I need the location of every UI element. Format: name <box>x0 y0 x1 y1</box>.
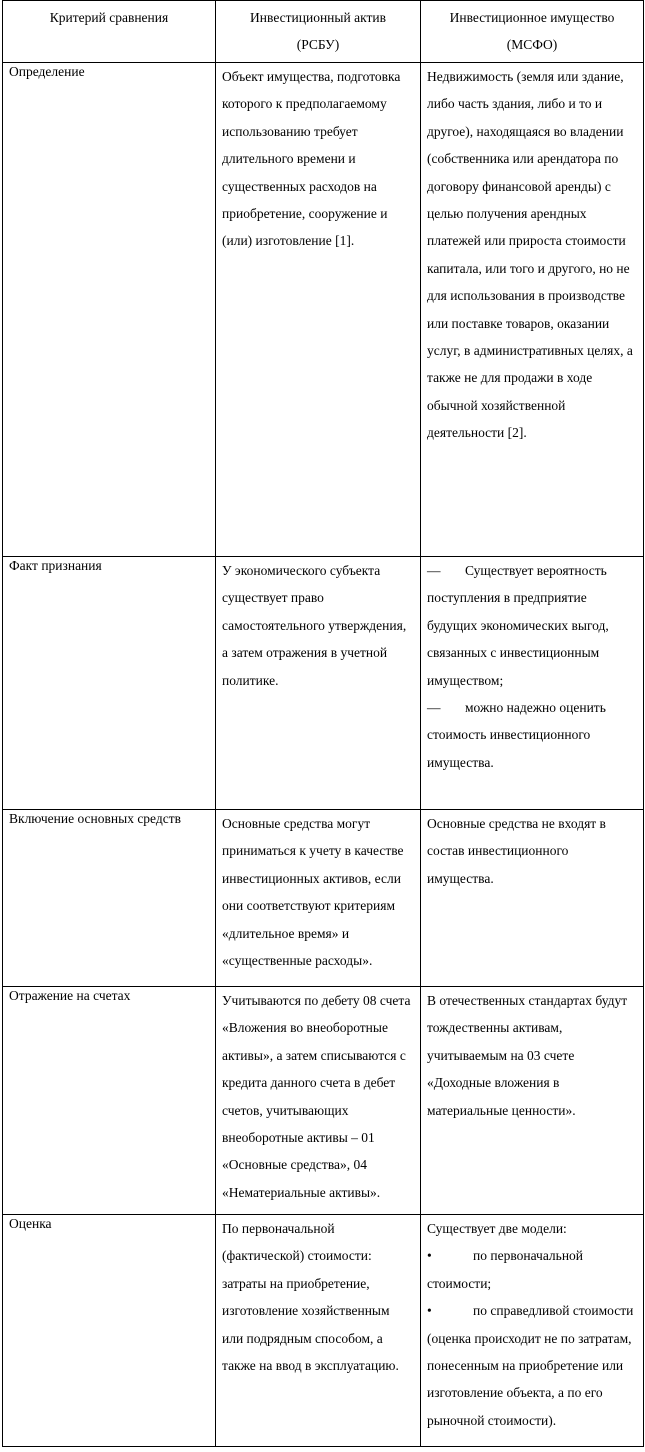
table-row-recognition <box>3 557 644 810</box>
criterion-cell: Факт признания <box>3 557 216 810</box>
comparison-table <box>2 0 644 1447</box>
msfo-list-item <box>427 1297 637 1434</box>
header-rsbu-title: Инвестиционный актив <box>250 10 386 25</box>
criterion-cell: Оценка <box>3 1215 216 1447</box>
bullet-marker: • <box>427 1303 432 1319</box>
dash-marker: — <box>427 700 441 716</box>
msfo-cell: Недвижимость (земля или здание, либо часть здания, либо и то и другое), находящаяся во владении (собственника или арендатора по договору финансовой аренды) с целью получения арендных платежей или прироста стоимости капитала, или того и другого, но не для использования в производстве или поставке товаров, оказании услуг, в административных целях, а также не для продажи в ходе обычной хозяйственной деятельности [2]. <box>421 63 644 557</box>
rsbu-cell: По первоначальной (фактической) стоимости: затраты на приобретение, изготовление хозяйственным или подрядным способом, а также на ввод в эксплуатацию. <box>216 1215 421 1447</box>
header-criterion-line: Критерий сравнения <box>49 10 169 25</box>
header-criterion <box>3 1 216 63</box>
msfo-list-item-text: Существует вероятность поступления в предприятие будущих экономических выгод, связанных с инвестиционным имуществом; <box>427 563 609 688</box>
msfo-list-item <box>427 557 637 694</box>
table-row-valuation <box>3 1215 644 1447</box>
msfo-intro: Существует две модели: <box>427 1221 567 1236</box>
msfo-cell: В отечественных стандартах будут тождественны активам, учитываемым на 03 счете «Доходные вложения в материальные ценности». <box>421 987 644 1215</box>
msfo-cell <box>421 1215 644 1447</box>
msfo-cell: Основные средства не входят в состав инвестиционного имущества. <box>421 810 644 987</box>
msfo-list-item <box>427 694 637 776</box>
msfo-list-item-text: можно надежно оценить стоимость инвестиционного имущества. <box>427 700 606 770</box>
bullet-marker: • <box>427 1248 432 1264</box>
msfo-list-item-text: по первоначальной стоимости; <box>427 1248 584 1291</box>
rsbu-cell: Объект имущества, подготовка которого к предполагаемому использованию требует длительного времени и существенных расходов на приобретение, сооружение и (или) изготовление [1]. <box>216 63 421 557</box>
dash-marker: — <box>427 563 441 578</box>
rsbu-cell: Учитываются по дебету 08 счета «Вложения во внеоборотные активы», а затем списываются с кредита данного счета в дебет счетов, учитывающих внеоборотные активы – 01 «Основные средства», 04 «Нематериальные активы». <box>216 987 421 1215</box>
msfo-cell <box>421 557 644 810</box>
table-row-fixed-assets <box>3 810 644 987</box>
header-rsbu-subtitle: (РСБУ) <box>296 37 340 52</box>
msfo-list-item <box>427 1242 637 1297</box>
header-row <box>3 1 644 63</box>
criterion-cell: Включение основных средств <box>3 810 216 987</box>
table-row-definition <box>3 63 644 557</box>
header-rsbu <box>216 1 421 63</box>
table-header <box>3 1 644 63</box>
table-row-accounts <box>3 987 644 1215</box>
header-msfo-subtitle: (МСФО) <box>506 37 558 52</box>
criterion-cell: Определение <box>3 63 216 557</box>
rsbu-cell: У экономического субъекта существует право самостоятельного утверждения, а затем отражения в учетной политике. <box>216 557 421 810</box>
header-msfo <box>421 1 644 63</box>
msfo-list-item-text: по справедливой стоимости (оценка происходит не по затратам, понесенным на приобретение или изготовление объекта, а по его рыночной стоимости). <box>427 1303 634 1428</box>
criterion-cell: Отражение на счетах <box>3 987 216 1215</box>
header-msfo-title: Инвестиционное имущество <box>449 10 615 25</box>
rsbu-cell: Основные средства могут приниматься к учету в качестве инвестиционных активов, если они соответствуют критериям «длительное время» и «существенные расходы». <box>216 810 421 987</box>
